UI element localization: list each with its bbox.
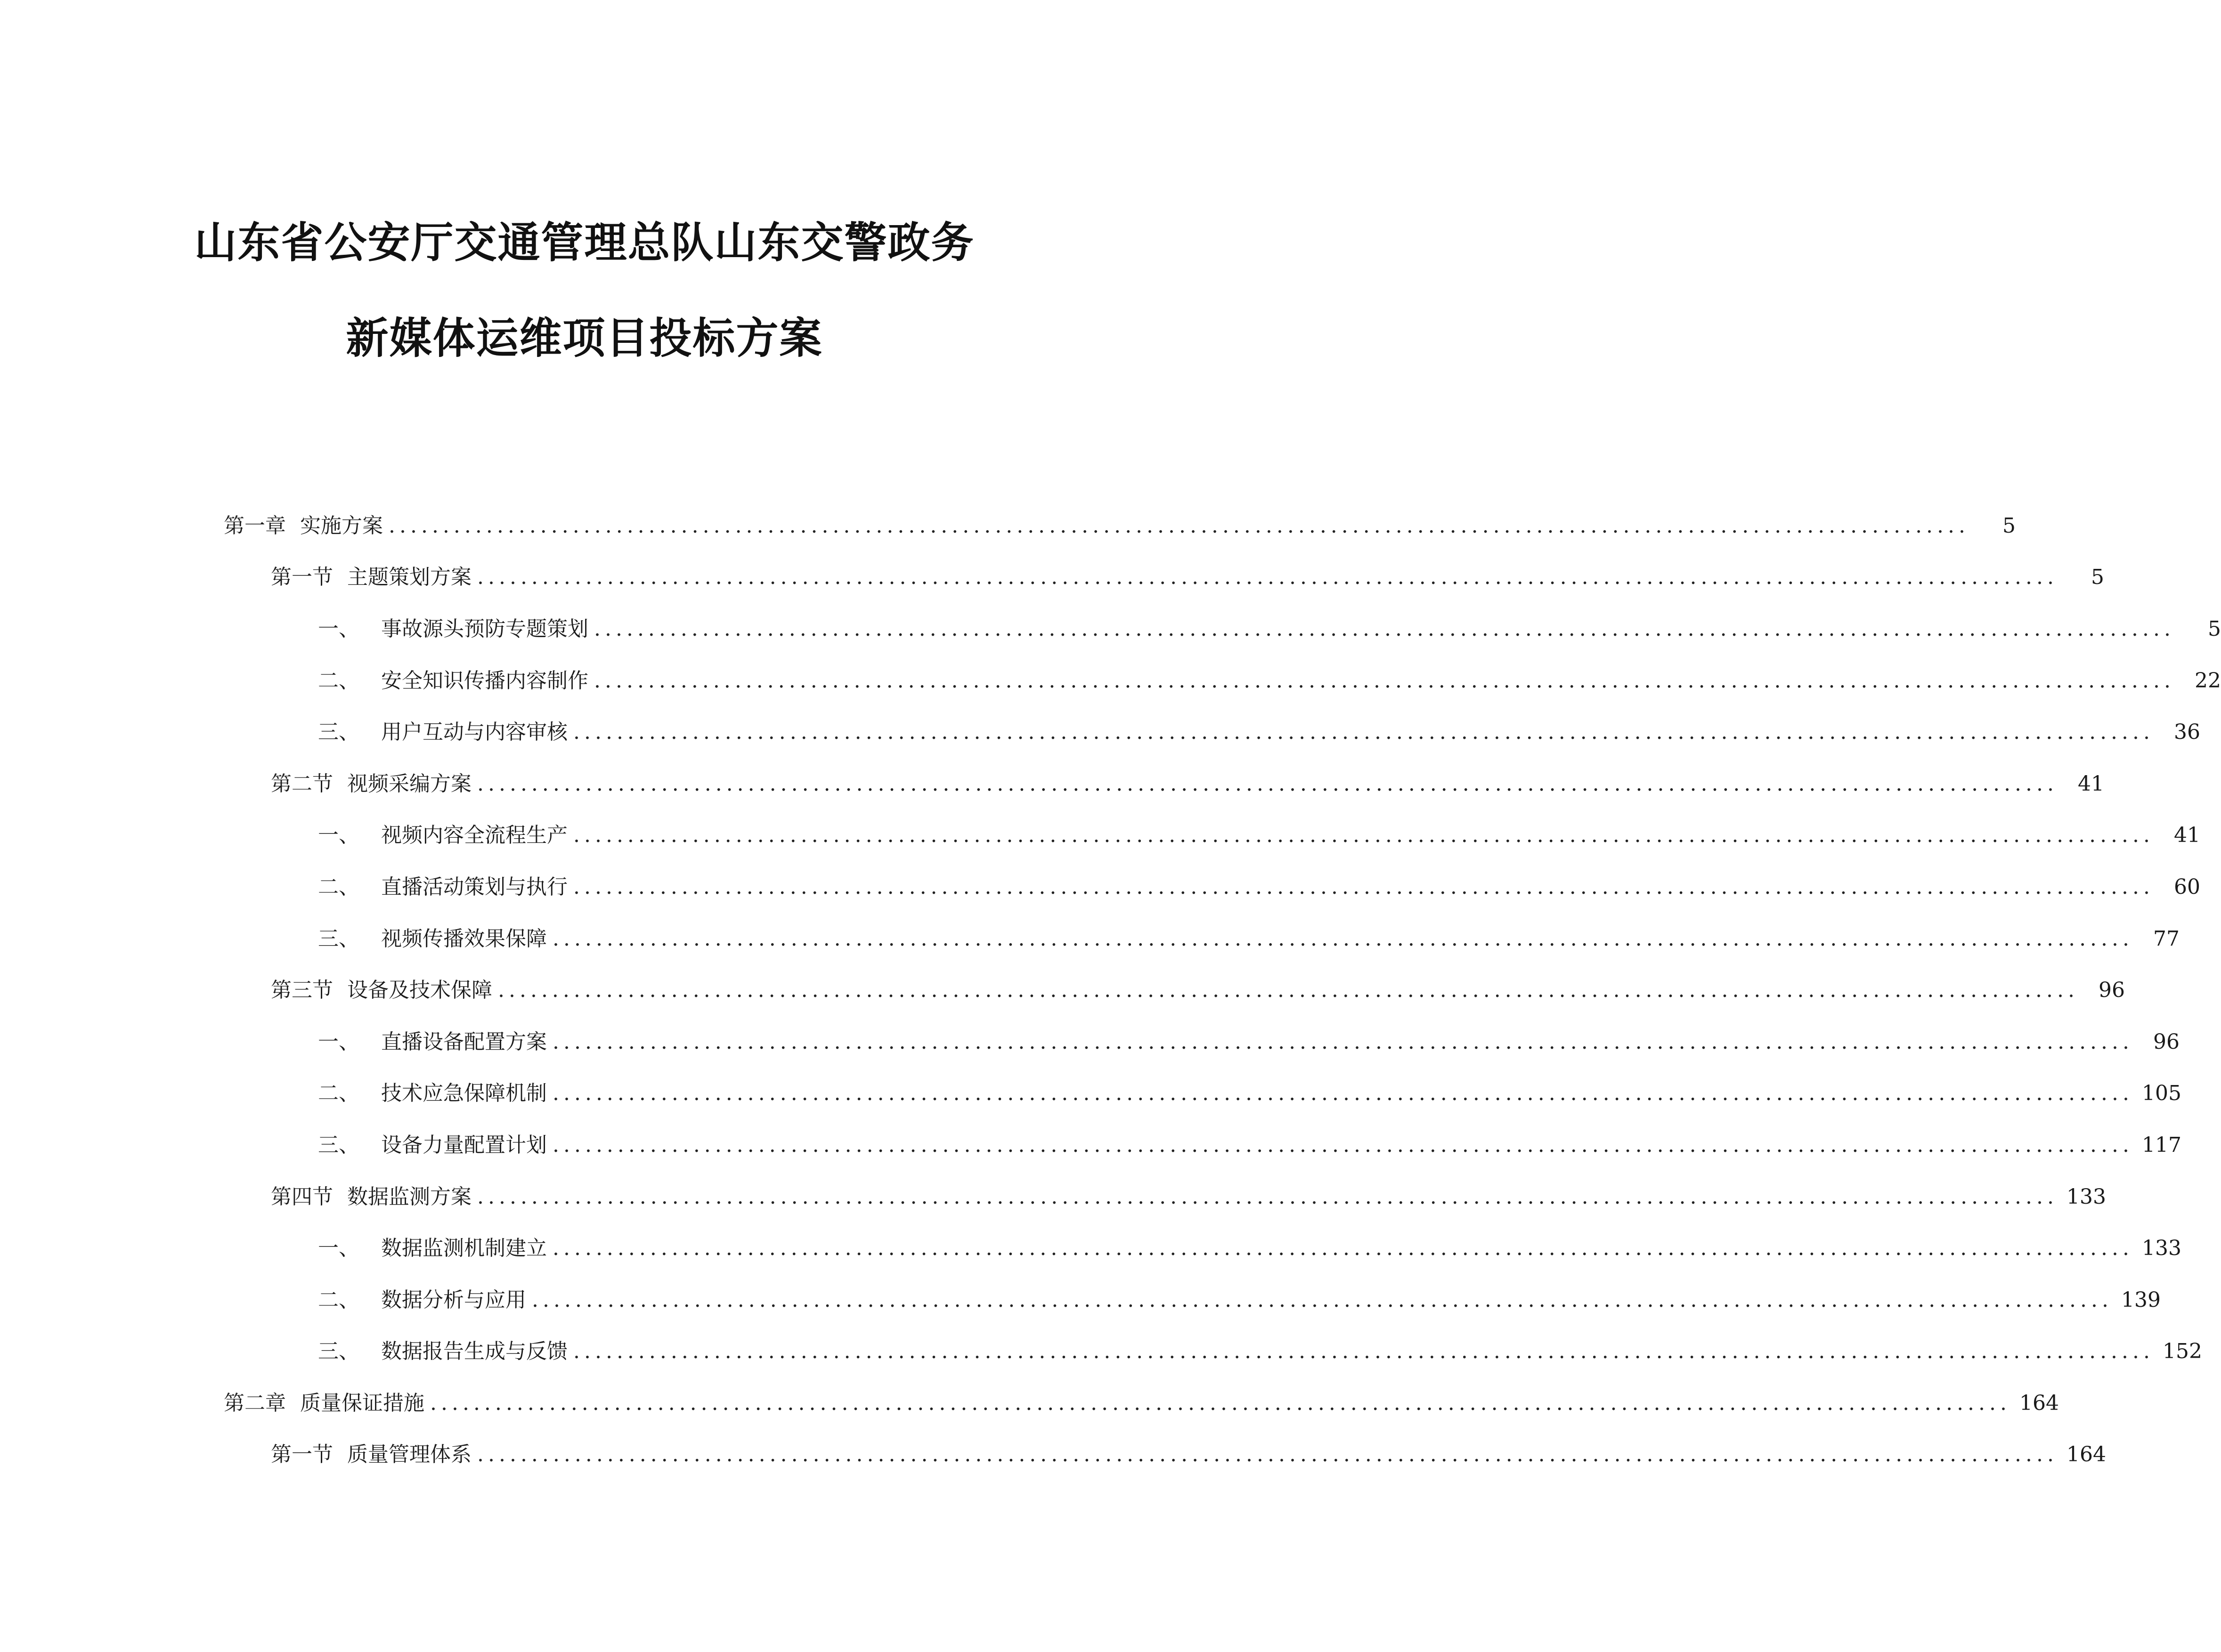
toc-entry-item-1-4-3[interactable] [0,1326,2202,1378]
toc-entry-number: 第一章 [224,513,286,538]
toc-entry-label: 直播活动策划与执行 [381,875,568,899]
toc-entry-number: 三、 [318,1133,359,1157]
title-line-2: 新媒体运维项目投标方案 [346,313,823,363]
title-line-1: 山东省公安厅交通管理总队山东交警政务 [194,218,975,267]
toc-entry-item-1-3-2[interactable] [0,1068,2181,1120]
toc-page-number: 5 [2208,616,2221,641]
toc-entry-number: 第一节 [271,1442,333,1467]
toc-entry-label: 实施方案 [300,513,383,538]
toc-leader-dots: .................................................................................................................................................. [532,1288,2113,1312]
toc-entry-item-1-1-1[interactable] [0,603,2221,655]
toc-entry-item-1-2-1[interactable] [0,810,2201,862]
toc-leader-dots: .................................................................................................................................................. [573,720,2155,745]
toc-entry-label: 数据分析与应用 [381,1288,526,1312]
toc-page-number: 133 [2066,1184,2106,1209]
toc-entry-number: 二、 [318,875,359,899]
toc-entry-item-1-4-1[interactable] [0,1223,2181,1274]
toc-entry-label: 数据监测机制建立 [381,1236,547,1261]
toc-page-number: 36 [2174,720,2201,745]
toc-page-number: 164 [2019,1391,2059,1415]
toc-entry-chapter-1[interactable] [0,500,2016,552]
toc-entry-section-2-1[interactable] [0,1429,2106,1481]
toc-page-number: 5 [2002,513,2016,538]
toc-leader-dots: .................................................................................................................................................. [594,616,2175,641]
toc-entry-number: 一、 [318,1236,359,1261]
toc-entry-item-1-1-3[interactable] [0,706,2201,758]
toc-entry-section-1-3[interactable] [0,964,2125,1016]
toc-leader-dots: .................................................................................................................................................. [594,668,2175,693]
toc-leader-dots: .................................................................................................................................................. [573,1339,2155,1364]
toc-entry-label: 数据报告生成与反馈 [381,1339,568,1364]
toc-page-number: 22 [2195,668,2221,693]
toc-entry-label: 设备及技术保障 [347,978,492,1003]
toc-entry-label: 用户互动与内容审核 [381,720,568,745]
toc-leader-dots: .................................................................................................................................................. [498,978,2079,1003]
toc-page-number: 41 [2174,823,2201,848]
toc-entry-section-1-4[interactable] [0,1171,2106,1223]
toc-entry-label: 技术应急保障机制 [381,1081,547,1106]
toc-page-number: 105 [2142,1081,2181,1106]
toc-page-number: 77 [2153,926,2180,951]
toc-entry-number: 第一节 [271,565,333,590]
toc-leader-dots: .................................................................................................................................................. [430,1391,2011,1415]
toc-entry-label: 视频采编方案 [347,771,472,796]
toc-entry-number: 二、 [318,1081,359,1106]
toc-entry-number: 一、 [318,823,359,848]
toc-entry-item-1-2-2[interactable] [0,861,2201,913]
toc-page-number: 117 [2142,1133,2181,1157]
toc-entry-item-1-4-2[interactable] [0,1274,2161,1326]
toc-entry-label: 主题策划方案 [347,565,472,590]
toc-entry-label: 质量保证措施 [300,1391,424,1415]
document-title [0,218,1169,363]
toc-leader-dots: .................................................................................................................................................. [477,565,2058,590]
toc-leader-dots: .................................................................................................................................................. [573,875,2155,899]
toc-entry-label: 安全知识传播内容制作 [381,668,588,693]
toc-entry-label: 视频传播效果保障 [381,926,547,951]
toc-leader-dots: .................................................................................................................................................. [553,1236,2134,1261]
toc-page-number: 96 [2099,978,2125,1003]
toc-leader-dots: .................................................................................................................................................. [573,823,2155,848]
toc-page-number: 164 [2066,1442,2106,1467]
toc-entry-number: 二、 [318,1288,359,1312]
toc-page-number: 5 [2091,565,2105,590]
toc-entry-number: 第二章 [224,1391,286,1415]
toc-entry-number: 三、 [318,720,359,745]
toc-entry-label: 视频内容全流程生产 [381,823,568,848]
table-of-contents [0,500,2221,1481]
toc-entry-chapter-2[interactable] [0,1377,2059,1429]
toc-page-number: 139 [2121,1288,2161,1312]
toc-entry-item-1-3-1[interactable] [0,1016,2180,1068]
toc-entry-number: 第四节 [271,1184,333,1209]
toc-entry-label: 质量管理体系 [347,1442,472,1467]
toc-leader-dots: .................................................................................................................................................. [553,1029,2134,1054]
toc-leader-dots: .................................................................................................................................................. [477,1442,2058,1467]
toc-leader-dots: .................................................................................................................................................. [389,513,1970,538]
toc-page-number: 133 [2142,1236,2181,1261]
toc-entry-label: 设备力量配置计划 [381,1133,547,1157]
toc-entry-item-1-1-2[interactable] [0,655,2221,707]
toc-entry-section-1-2[interactable] [0,758,2105,810]
toc-entry-number: 二、 [318,668,359,693]
toc-leader-dots: .................................................................................................................................................. [553,1133,2134,1157]
toc-entry-number: 三、 [318,926,359,951]
toc-entry-label: 直播设备配置方案 [381,1029,547,1054]
toc-entry-label: 数据监测方案 [347,1184,472,1209]
toc-entry-number: 第二节 [271,771,333,796]
toc-entry-item-1-2-3[interactable] [0,913,2180,965]
toc-page-number: 96 [2153,1029,2180,1054]
toc-leader-dots: .................................................................................................................................................. [553,1081,2134,1106]
toc-entry-label: 事故源头预防专题策划 [381,616,588,641]
toc-page-number: 60 [2174,875,2201,899]
toc-page-number: 152 [2163,1339,2202,1364]
toc-leader-dots: .................................................................................................................................................. [477,771,2058,796]
toc-leader-dots: .................................................................................................................................................. [477,1184,2058,1209]
toc-page-number: 41 [2078,771,2105,796]
toc-entry-number: 第三节 [271,978,333,1003]
toc-entry-number: 三、 [318,1339,359,1364]
toc-entry-number: 一、 [318,1029,359,1054]
toc-entry-number: 一、 [318,616,359,641]
toc-entry-item-1-3-3[interactable] [0,1119,2181,1171]
toc-entry-section-1-1[interactable] [0,552,2105,604]
toc-leader-dots: .................................................................................................................................................. [553,926,2134,951]
